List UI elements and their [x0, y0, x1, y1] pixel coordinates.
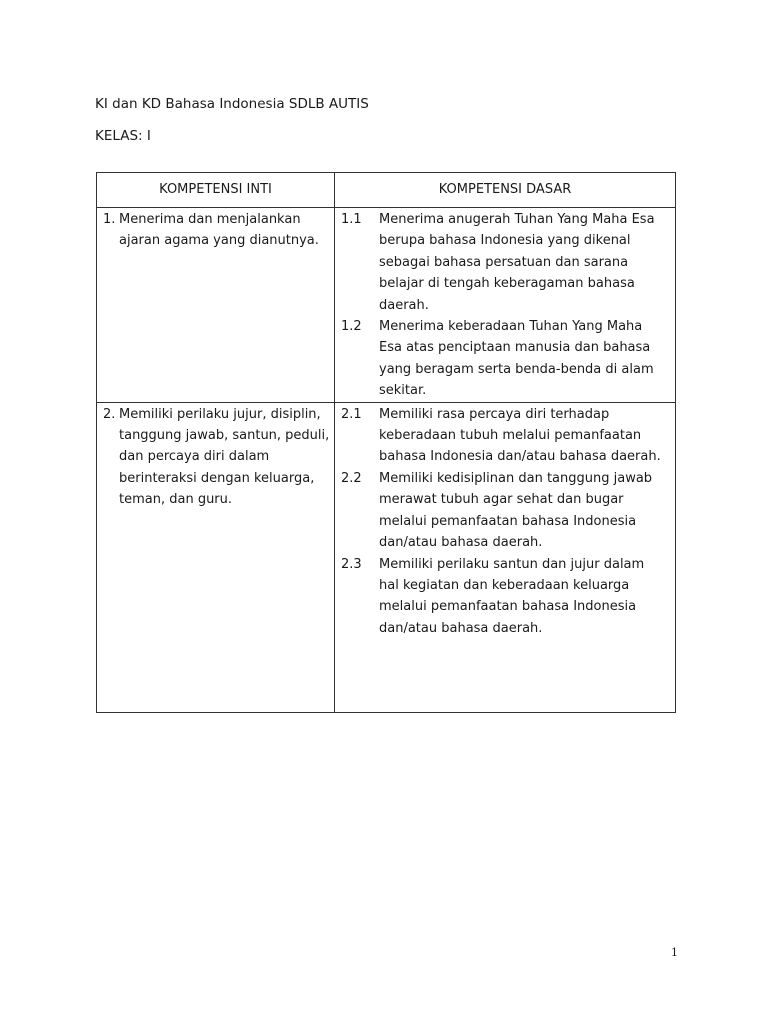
- table-header-row: [97, 173, 676, 208]
- page-number: 1: [671, 946, 678, 959]
- kd-text: Memiliki perilaku santun dan jujur dalam hal kegiatan dan keberadaan keluarga melalui pemanfaatan bahasa Indonesia dan/atau bahasa daerah.: [379, 556, 645, 636]
- document-title: KI dan KD Bahasa Indonesia SDLB AUTIS: [95, 96, 369, 112]
- header-kompetensi-inti: KOMPETENSI INTI: [97, 173, 335, 208]
- ki-text: Memiliki perilaku jujur, disiplin, tanggung jawab, santun, peduli, dan percaya diri dalam berinteraksi dengan keluarga, teman, dan guru.: [119, 406, 330, 508]
- kd-number: 2.3: [341, 556, 362, 572]
- kd-text: Memiliki kedisiplinan dan tanggung jawab merawat tubuh agar sehat dan bugar melalui pemanfaatan bahasa Indonesia dan/atau bahasa daerah.: [379, 470, 653, 551]
- competency-table: [96, 172, 676, 713]
- kd-number: 2.2: [341, 470, 362, 486]
- kd-number: 1.2: [341, 319, 362, 335]
- kd-text: Menerima keberadaan Tuhan Yang Maha Esa atas penciptaan manusia dan bahasa yang beragam serta benda-benda di alam sekitar.: [379, 319, 654, 399]
- kd-text: Memiliki rasa percaya diri terhadap keberadaan tubuh melalui pemanfaatan bahasa Indonesia dan/atau bahasa daerah.: [379, 406, 661, 465]
- ki-number: 2.: [103, 406, 116, 422]
- ki-number: 1.: [103, 212, 116, 227]
- kd-item: [341, 316, 667, 402]
- kd-item: [341, 404, 667, 468]
- ki-text: Menerima dan menjalankan ajaran agama yang dianutnya.: [119, 212, 319, 249]
- kd-item: [341, 209, 667, 316]
- kd-cell: [335, 208, 676, 403]
- ki-cell: [97, 402, 335, 712]
- kd-number: 1.1: [341, 212, 362, 227]
- header-kompetensi-dasar: KOMPETENSI DASAR: [335, 173, 676, 208]
- class-label: KELAS: I: [95, 128, 151, 144]
- kd-item: [341, 554, 667, 640]
- ki-item: [103, 404, 330, 511]
- kd-cell: [335, 402, 676, 712]
- ki-cell: [97, 208, 335, 403]
- ki-item: [103, 209, 330, 252]
- table-row: [97, 402, 676, 712]
- kd-number: 2.1: [341, 406, 362, 422]
- table-row: [97, 208, 676, 403]
- kd-item: [341, 468, 667, 554]
- kd-text: Menerima anugerah Tuhan Yang Maha Esa berupa bahasa Indonesia yang dikenal sebagai bahasa persatuan dan sarana belajar di tengah keberagaman bahasa daerah.: [379, 212, 655, 313]
